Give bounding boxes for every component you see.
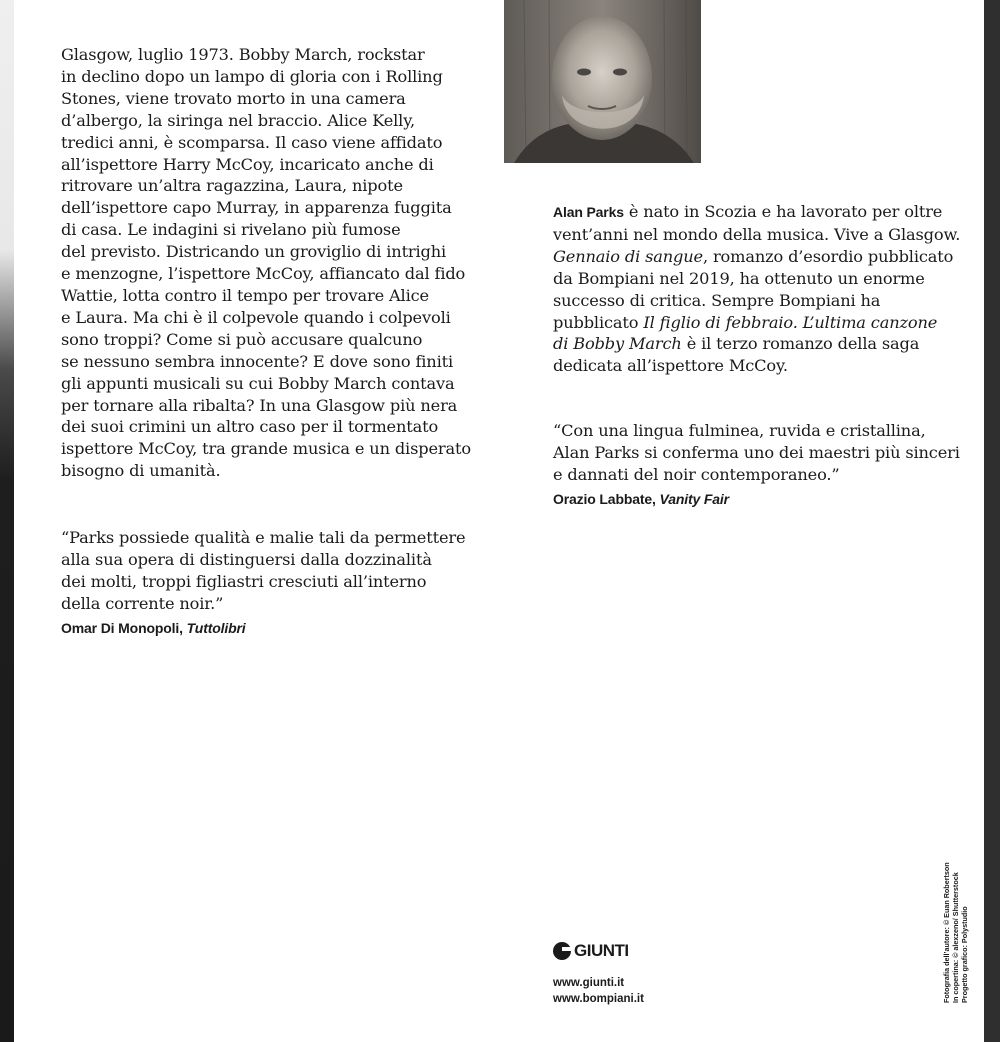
synopsis-line: ritrovare un’altra ragazzina, Laura, nipote xyxy=(61,176,403,196)
quote-author: Orazio Labbate, xyxy=(553,490,656,507)
synopsis-line: gli appunti musicali su cui Bobby March contava xyxy=(61,373,455,393)
quote-author: Omar Di Monopoli, xyxy=(61,619,183,636)
publisher-urls xyxy=(553,975,644,1007)
author-bio xyxy=(553,201,963,377)
bio-text: è nato in Scozia e ha lavorato per oltre xyxy=(623,202,943,221)
bio-line: successo di critica. Sempre Bompiani ha xyxy=(553,290,881,310)
bio-line xyxy=(553,312,963,334)
bio-text: pubblicato xyxy=(553,312,644,332)
press-quote-right xyxy=(553,420,963,511)
author-portrait-image xyxy=(504,0,701,163)
book-title: di Bobby March xyxy=(553,334,682,354)
book-title: Gennaio di sangue xyxy=(553,246,703,266)
publisher-logo xyxy=(553,941,629,961)
synopsis-line: bisogno di umanità. xyxy=(61,461,221,481)
credit-line: Progetto grafico: Polystudio xyxy=(960,906,969,1003)
quote-line: e dannati del noir contemporaneo.” xyxy=(553,464,840,484)
bio-line: dedicata all’ispettore McCoy. xyxy=(553,356,788,376)
bio-text: è il terzo romanzo della saga xyxy=(681,334,920,354)
bio-line: da Bompiani nel 2019, ha ottenuto un enorme xyxy=(553,268,925,288)
synopsis-line: e menzogne, l’ispettore McCoy, affiancato dal fido xyxy=(61,264,466,284)
synopsis-line: per tornare alla ribalta? In una Glasgow più nera xyxy=(61,395,458,415)
quote-line: “Con una lingua fulminea, ruvida e cristallina, xyxy=(553,421,926,440)
quote-line: della corrente noir.” xyxy=(61,593,224,613)
back-cover-page xyxy=(14,0,984,1042)
credit-line: In copertina: © alexzeno/ Shutterstock xyxy=(951,872,960,1003)
author-name: Alan Parks xyxy=(553,204,624,220)
quote-source: Vanity Fair xyxy=(659,490,729,507)
synopsis-line: del previsto. Districando un groviglio di intrighi xyxy=(61,242,447,262)
bio-text: , romanzo d’esordio pubblicato xyxy=(702,246,954,266)
synopsis-line: tredici anni, è scomparsa. Il caso viene affidato xyxy=(61,132,443,152)
synopsis-line: in declino dopo un lampo di gloria con i Rolling xyxy=(61,66,443,86)
quote-attribution xyxy=(553,489,963,511)
credit-line: Fotografia dell’autore: © Euan Robertson xyxy=(942,862,951,1003)
bio-line: vent’anni nel mondo della musica. Vive a Glasgow. xyxy=(553,224,961,244)
quote-attribution xyxy=(61,618,471,640)
synopsis-line: d’albergo, la siringa nel braccio. Alice Kelly, xyxy=(61,110,416,130)
giunti-logo-icon xyxy=(553,942,571,960)
quote-source: Tuttolibri xyxy=(186,619,246,636)
synopsis-line: Stones, viene trovato morto in una camera xyxy=(61,88,406,108)
synopsis-line: ispettore McCoy, tra grande musica e un disperato xyxy=(61,439,471,459)
synopsis-line: Wattie, lotta contro il tempo per trovare Alice xyxy=(61,285,429,305)
quote-line: alla sua opera di distinguersi dalla dozzinalità xyxy=(61,549,432,569)
cover-left-edge xyxy=(0,0,14,1042)
bio-line xyxy=(553,201,963,224)
publisher-url-giunti: www.giunti.it xyxy=(553,977,625,989)
author-photo xyxy=(504,0,701,163)
bio-line xyxy=(553,246,963,268)
synopsis-line: all’ispettore Harry McCoy, incaricato anche di xyxy=(61,154,434,174)
synopsis-line: dei suoi crimini un altro caso per il tormentato xyxy=(61,417,439,437)
publisher-url-bompiani: www.bompiani.it xyxy=(553,993,644,1005)
press-quote-left xyxy=(61,527,471,640)
synopsis-line: dell’ispettore capo Murray, in apparenza fuggita xyxy=(61,198,452,218)
quote-line: dei molti, troppi figliastri cresciuti all’interno xyxy=(61,571,427,591)
synopsis xyxy=(61,44,471,482)
book-title: Il figlio di febbraio. L’ultima canzone xyxy=(643,312,938,332)
synopsis-line: sono troppi? Come si può accusare qualcuno xyxy=(61,329,423,349)
quote-line: Alan Parks si conferma uno dei maestri più sinceri xyxy=(553,442,960,462)
synopsis-line: e Laura. Ma chi è il colpevole quando i colpevoli xyxy=(61,307,451,327)
quote-line: “Parks possiede qualità e malie tali da permettere xyxy=(61,528,466,547)
bio-line xyxy=(553,333,963,355)
image-credits xyxy=(942,863,969,1003)
publisher-logo-text: GIUNTI xyxy=(574,941,629,960)
synopsis-line: se nessuno sembra innocente? E dove sono finiti xyxy=(61,351,453,371)
synopsis-line: di casa. Le indagini si rivelano più fumose xyxy=(61,220,401,240)
cover-right-edge xyxy=(984,0,1000,1042)
synopsis-line: Glasgow, luglio 1973. Bobby March, rockstar xyxy=(61,45,425,64)
